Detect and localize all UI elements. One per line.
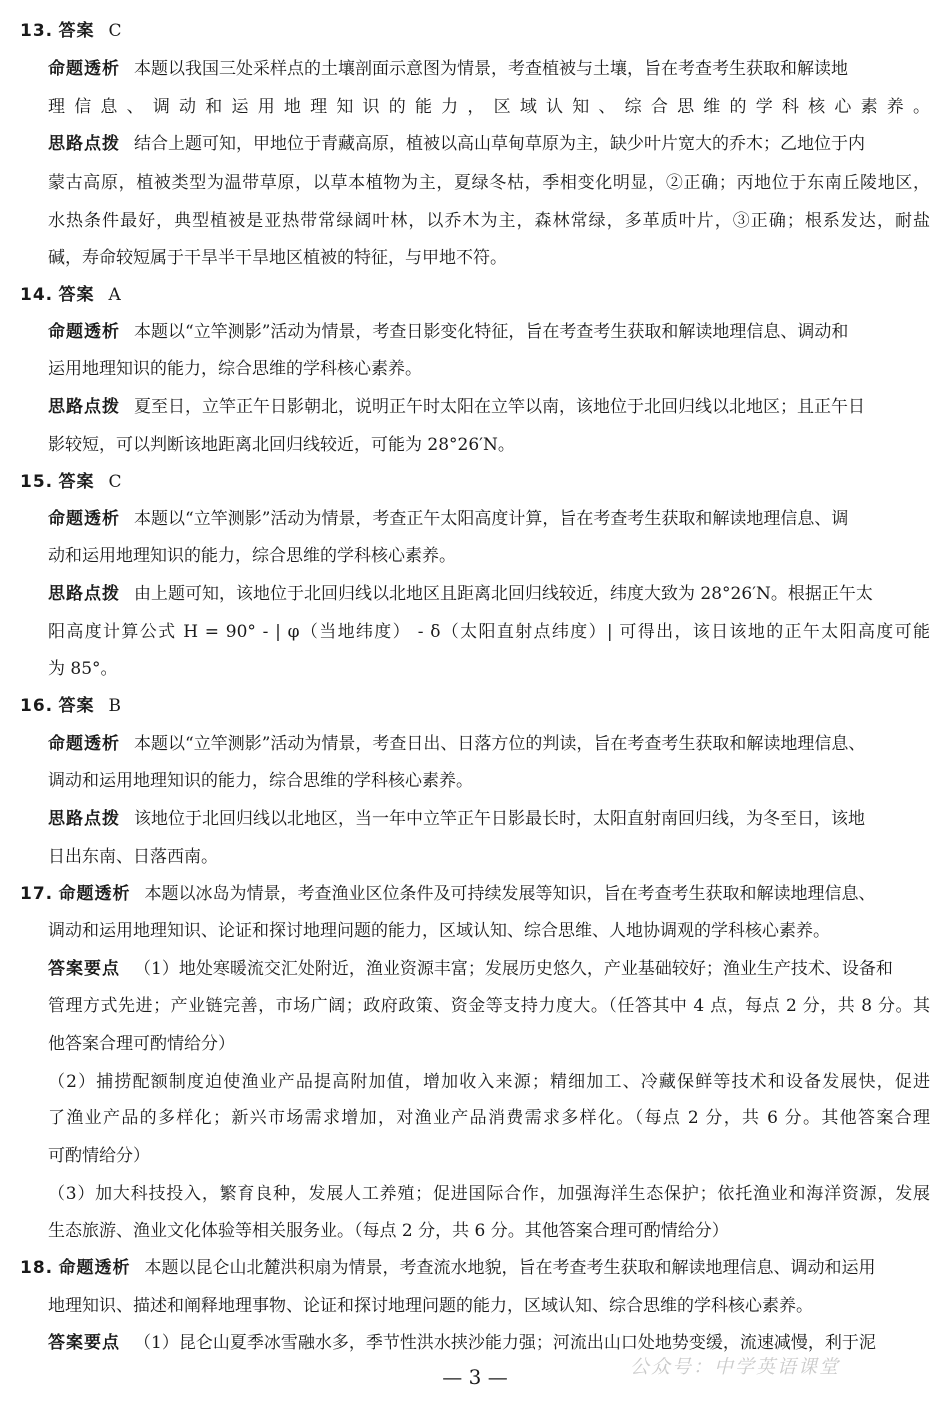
watermark-text: 公众号：中学英语课堂 — [630, 1356, 841, 1378]
q14-intent-line2: 运用地理知识的能力，综合思维的学科核心素养。 — [48, 359, 422, 379]
q13-hint-line2: 蒙古高原，植被类型为温带草原，以草本植物为主，夏绿冬枯，季相变化明显，②正确；丙地位于东南丘陵地区， — [48, 173, 930, 193]
q17-key-line8: 生态旅游、渔业文化体验等相关服务业。（每点 2 分，共 6 分。其他答案合理可酌情给分） — [48, 1221, 729, 1241]
q16-intent-line2: 调动和运用地理知识的能力，综合思维的学科核心素养。 — [48, 771, 473, 791]
q18-intent-line1: 18. 命题透析 本题以昆仑山北麓洪积扇为情景，考查流水地貌，旨在考查考生获取和解读地理信息、调动和运用 — [20, 1258, 876, 1278]
q16-answer-line: 16. 答案 B — [20, 696, 122, 716]
q13-hint-line3: 水热条件最好，典型植被是亚热带常绿阔叶林，以乔木为主，森林常绿，多革质叶片，③正确；根系发达，耐盐 — [48, 211, 930, 231]
q17-key-line6: 可酌情给分） — [48, 1146, 150, 1166]
page-number: — 3 — — [442, 1365, 508, 1389]
q13-hint-line4: 碱，寿命较短属于干旱半干旱地区植被的特征，与甲地不符。 — [48, 248, 507, 268]
q14-hint-line1: 思路点拨 夏至日，立竿正午日影朝北，说明正午时太阳在立竿以南，该地位于北回归线以北地区；且正午日 — [48, 397, 865, 417]
q17-key-line7: （3）加大科技投入，繁育良种，发展人工养殖；促进国际合作，加强海洋生态保护；依托渔业和海洋资源，发展 — [48, 1184, 930, 1204]
q17-intent-line2: 调动和运用地理知识、论证和探讨地理问题的能力，区域认知、综合思维、人地协调观的学科核心素养。 — [48, 921, 830, 941]
q16-intent-line1: 命题透析 本题以“立竿测影”活动为情景，考查日出、日落方位的判读，旨在考查考生获取和解读地理信息、 — [48, 734, 866, 754]
q15-intent-line1: 命题透析 本题以“立竿测影”活动为情景，考查正午太阳高度计算，旨在考查考生获取和解读地理信息、调 — [48, 509, 849, 529]
q17-key-line1: 答案要点 （1）地处寒暖流交汇处附近，渔业资源丰富；发展历史悠久，产业基础较好；渔业生产技术、设备和 — [48, 959, 893, 979]
q18-key-line1: 答案要点 （1）昆仑山夏季冰雪融水多，季节性洪水挟沙能力强；河流出山口处地势变缓，流速减慢，利于泥 — [48, 1333, 876, 1353]
q17-key-line5: 了渔业产品的多样化；新兴市场需求增加，对渔业产品消费需求多样化。（每点 2 分，共 6 分。其他答案合理 — [48, 1108, 930, 1128]
q15-hint-line1: 思路点拨 由上题可知，该地位于北回归线以北地区且距离北回归线较近，纬度大致为 28°26′N。根据正午太 — [48, 584, 873, 604]
answer-value: C — [108, 21, 122, 41]
q15-hint-line3: 为 85°。 — [48, 659, 118, 679]
q18-intent-line2: 地理知识、描述和阐释地理事物、论证和探讨地理问题的能力，区域认知、综合思维的学科核心素养。 — [48, 1296, 813, 1316]
q16-hint-line2: 日出东南、日落西南。 — [48, 847, 218, 867]
q13-intent-line2: 理信息、调动和运用地理知识的能力，区域认知、综合思维的学科核心素养。 — [48, 97, 930, 117]
q17-intent-line1: 17. 命题透析 本题以冰岛为情景，考查渔业区位条件及可持续发展等知识，旨在考查考生获取和解读地理信息、 — [20, 884, 876, 904]
answer-label: 答案 — [58, 21, 95, 41]
q13-hint-line1: 思路点拨 结合上题可知，甲地位于青藏高原，植被以高山草甸草原为主，缺少叶片宽大的乔木；乙地位于内 — [48, 134, 865, 154]
q14-answer-line: 14. 答案 A — [20, 285, 121, 305]
q13-intent-line1: 命题透析 本题以我国三处采样点的土壤剖面示意图为情景，考查植被与土壤，旨在考查考生获取和解读地 — [48, 59, 848, 79]
q14-hint-line2: 影较短，可以判断该地距离北回归线较近，可能为 28°26′N。 — [48, 435, 515, 455]
q17-key-line2: 管理方式先进；产业链完善，市场广阔；政府政策、资金等支持力度大。（任答其中 4 点，每点 2 分，共 8 分。其 — [48, 996, 930, 1016]
q13-answer-line: 13. 答案 C — [20, 21, 122, 41]
q17-key-line3: 他答案合理可酌情给分） — [48, 1034, 235, 1054]
q15-hint-line2: 阳高度计算公式 H = 90° - | φ（当地纬度） - δ（太阳直射点纬度）| 可得出，该日该地的正午太阳高度可能 — [48, 622, 930, 642]
q17-key-line4: （2）捕捞配额制度迫使渔业产品提高附加值，增加收入来源；精细加工、冷藏保鲜等技术和设备发展快，促进 — [48, 1072, 930, 1092]
q16-hint-line1: 思路点拨 该地位于北回归线以北地区，当一年中立竿正午日影最长时，太阳直射南回归线，为冬至日，该地 — [48, 809, 865, 829]
q15-intent-line2: 动和运用地理知识的能力，综合思维的学科核心素养。 — [48, 546, 456, 566]
q15-answer-line: 15. 答案 C — [20, 472, 122, 492]
q14-intent-line1: 命题透析 本题以“立竿测影”活动为情景，考查日影变化特征，旨在考查考生获取和解读地理信息、调动和 — [48, 322, 849, 342]
